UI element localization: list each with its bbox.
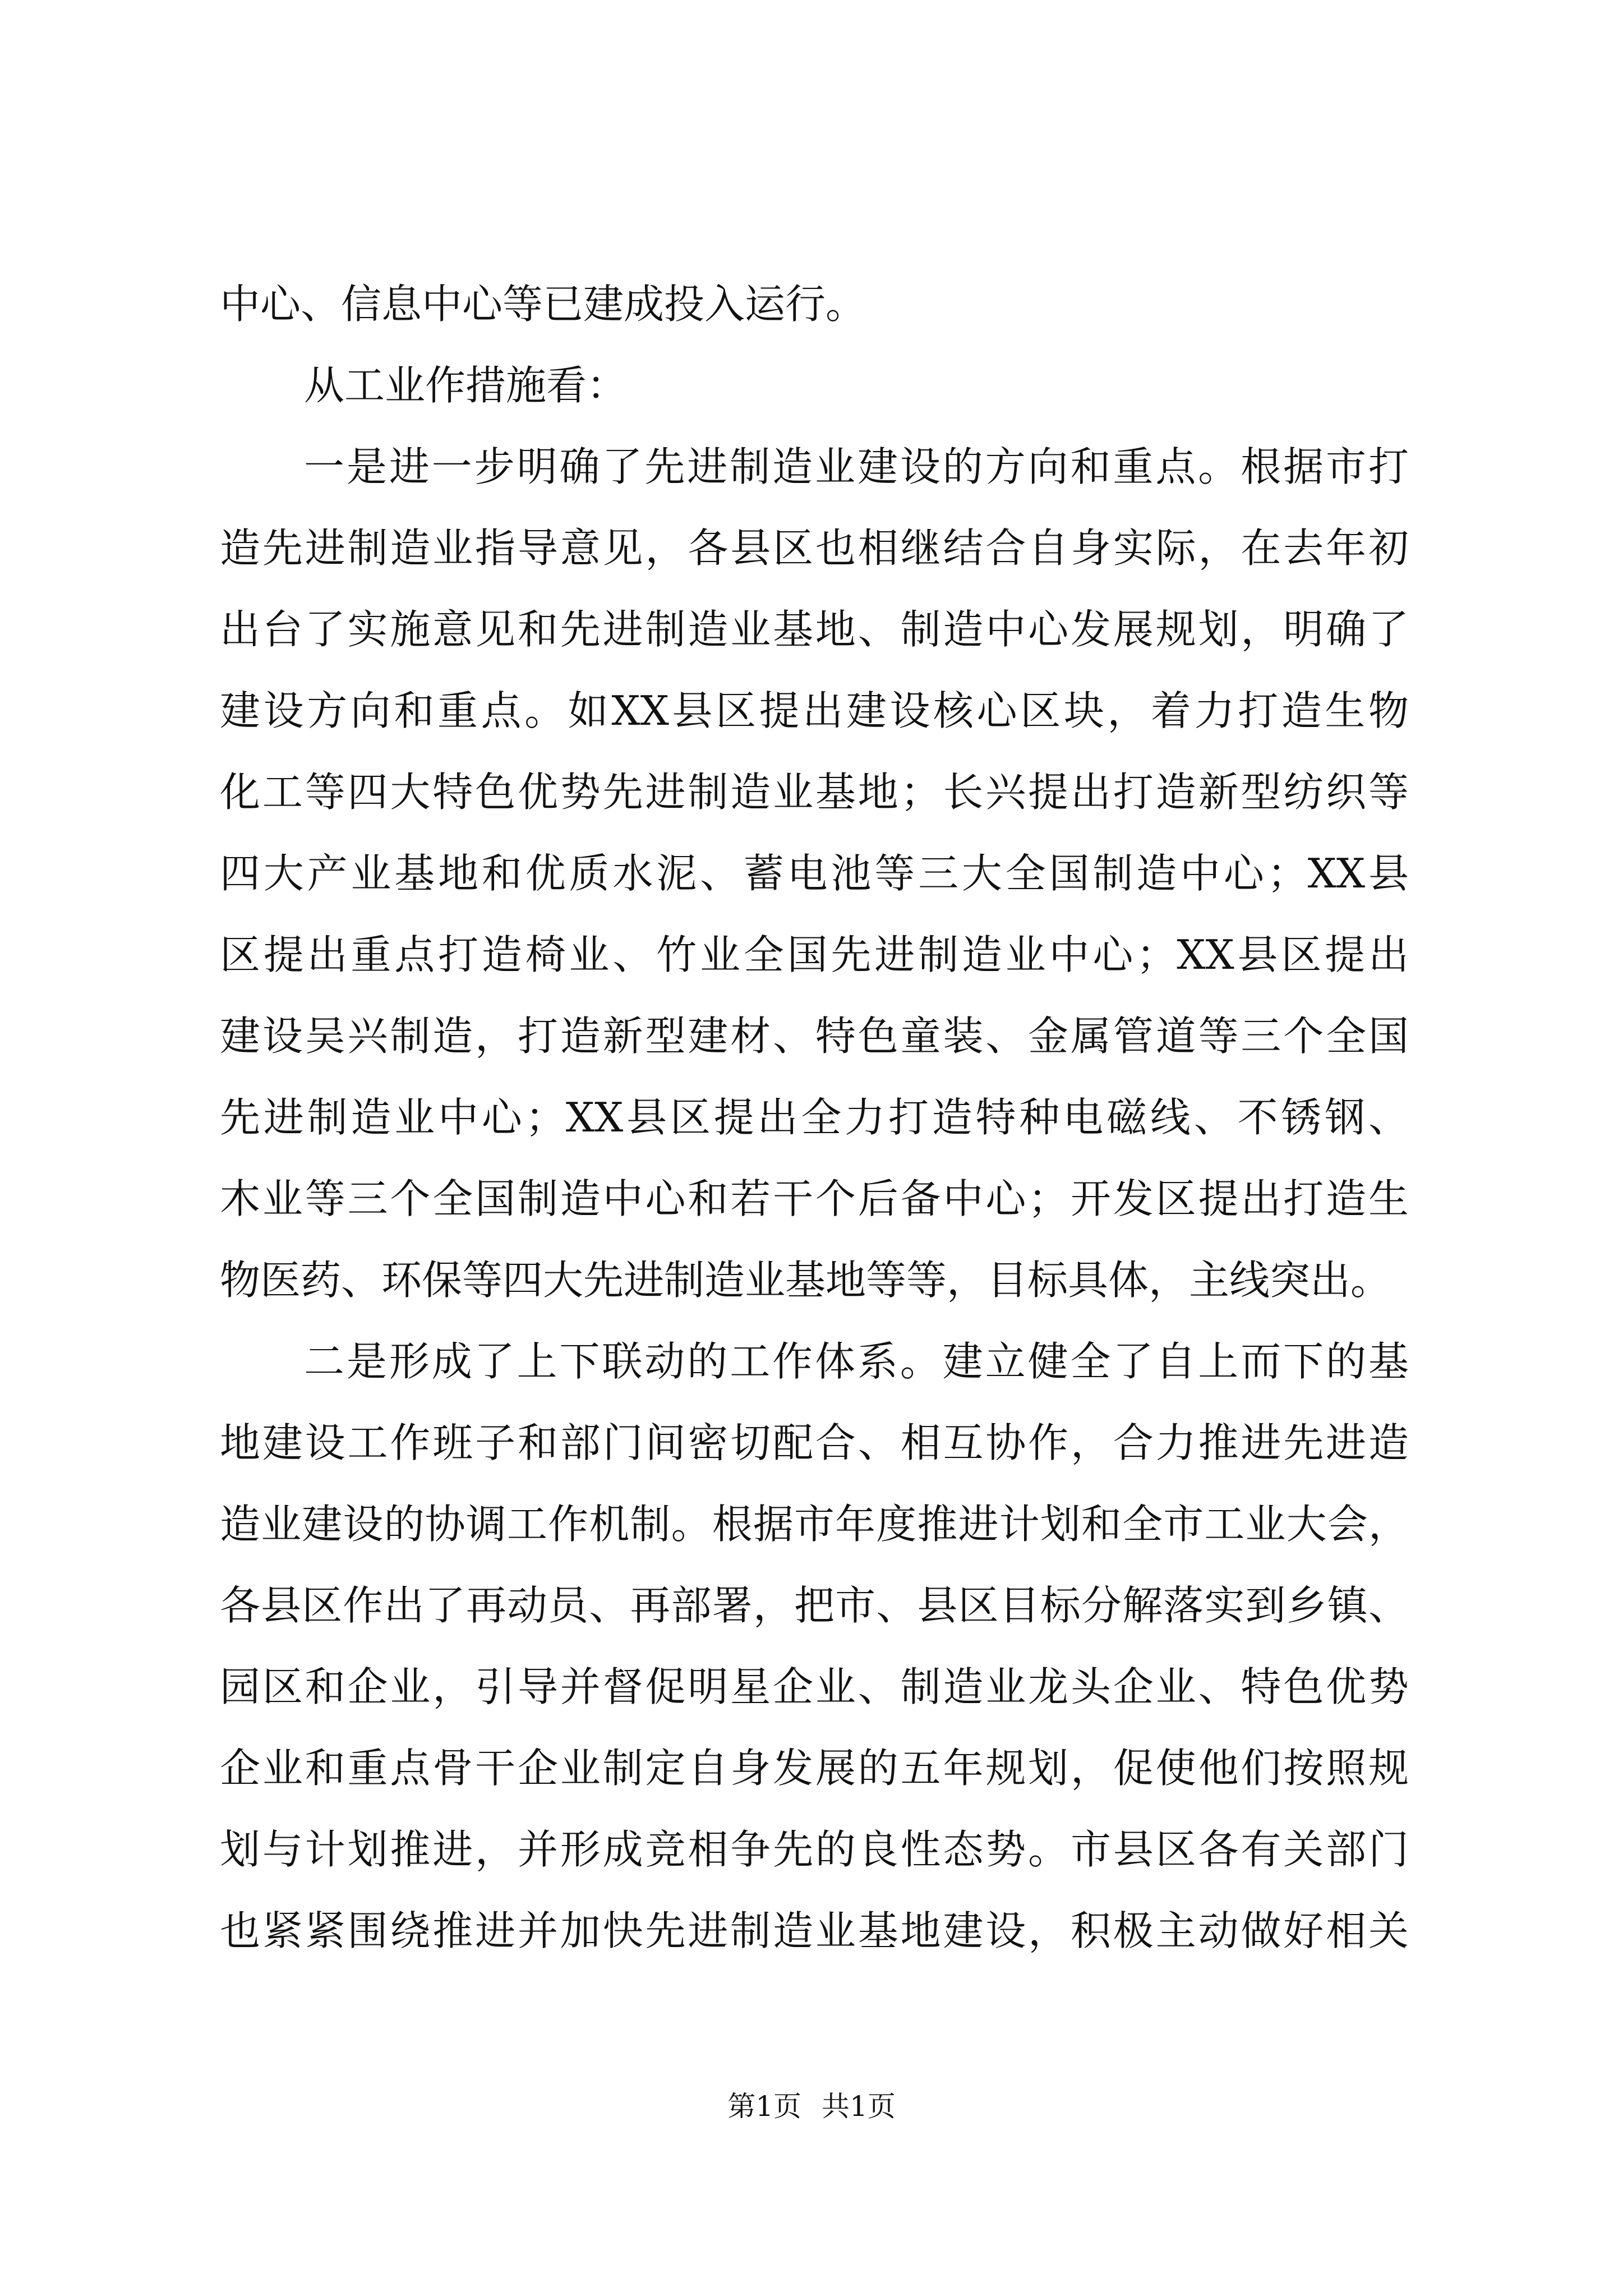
text-line: 也紧紧围绕推进并加快先进制造业基地建设，积极主动做好相关	[220, 1907, 1409, 1954]
text-line: 各县区作出了再动员、再部署，把市、县区目标分解落实到乡镇、	[220, 1582, 1409, 1629]
text-line: 先进制造业中心；XX县区提出全力打造特种电磁线、不锈钢、	[220, 1094, 1409, 1141]
text-line: 区提出重点打造椅业、竹业全国先进制造业中心；XX县区提出	[220, 931, 1409, 978]
text-line: 造业建设的协调工作机制。根据市年度推进计划和全市工业大会，	[220, 1501, 1409, 1548]
text-line: 中心、信息中心等已建成投入运行。	[220, 280, 866, 328]
text-line: 从工业作措施看：	[304, 362, 628, 409]
text-line: 建设方向和重点。如XX县区提出建设核心区块，着力打造生物	[220, 687, 1409, 734]
text-line: 建设吴兴制造，打造新型建材、特色童装、金属管道等三个全国	[220, 1013, 1409, 1060]
text-line: 划与计划推进，并形成竞相争先的良性态势。市县区各有关部门	[220, 1826, 1409, 1873]
document-body	[220, 264, 1409, 1972]
text-line: 化工等四大特色优势先进制造业基地；长兴提出打造新型纺织等	[220, 769, 1409, 816]
page-number: 第1页	[727, 2090, 802, 2123]
text-line: 企业和重点骨干企业制定自身发展的五年规划，促使他们按照规	[220, 1745, 1409, 1792]
text-line: 二是形成了上下联动的工作体系。建立健全了自上而下的基	[304, 1338, 1409, 1385]
text-line: 造先进制造业指导意见，各县区也相继结合自身实际，在去年初	[220, 524, 1409, 572]
page-footer	[0, 2087, 1623, 2126]
text-line: 木业等三个全国制造中心和若干个后备中心；开发区提出打造生	[220, 1175, 1409, 1222]
text-line: 一是进一步明确了先进制造业建设的方向和重点。根据市打	[304, 443, 1409, 490]
text-line: 园区和企业，引导并督促明星企业、制造业龙头企业、特色优势	[220, 1663, 1409, 1710]
page-total: 共1页	[821, 2090, 896, 2123]
text-line: 四大产业基地和优质水泥、蓄电池等三大全国制造中心；XX县	[220, 850, 1409, 897]
text-line: 出台了实施意见和先进制造业基地、制造中心发展规划，明确了	[220, 606, 1409, 653]
text-line: 地建设工作班子和部门间密切配合、相互协作，合力推进先进造	[220, 1419, 1409, 1466]
text-line: 物医药、环保等四大先进制造业基地等等，目标具体，主线突出。	[220, 1257, 1391, 1304]
